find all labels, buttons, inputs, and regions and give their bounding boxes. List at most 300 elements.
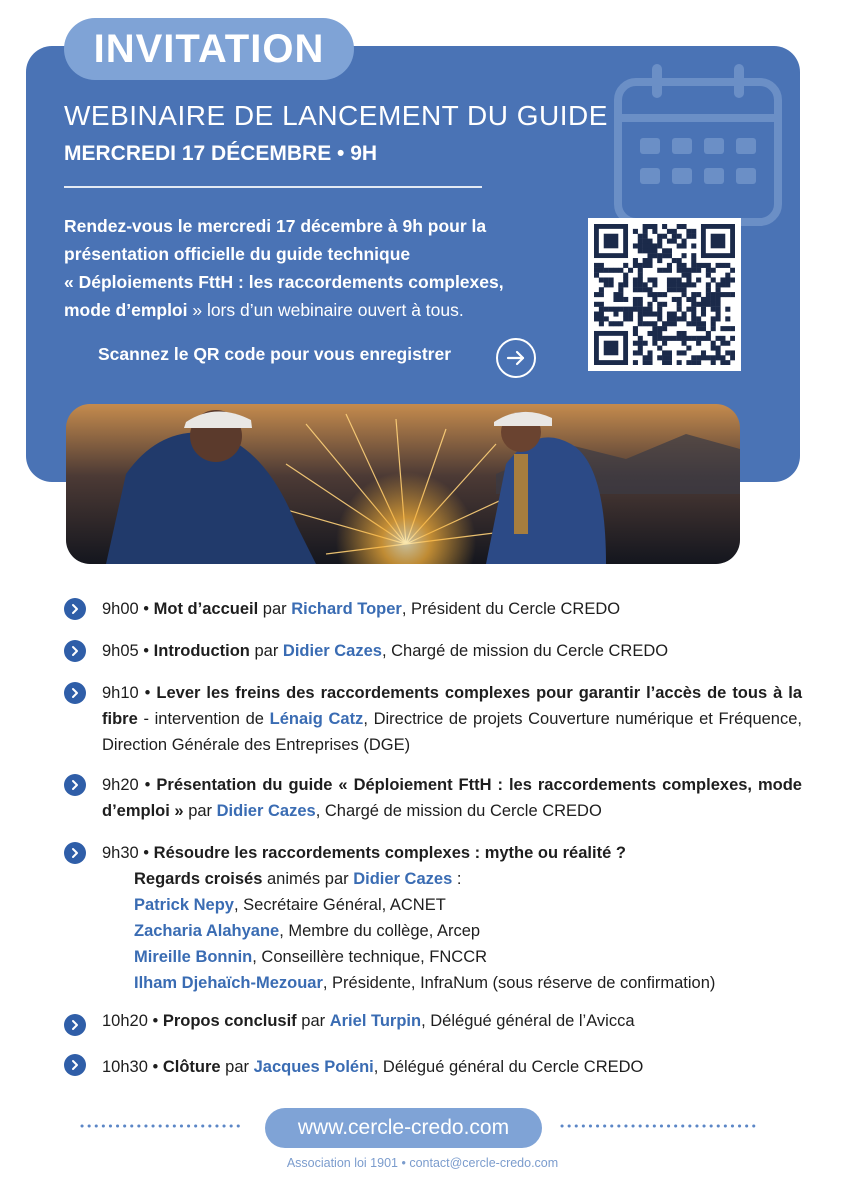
agenda-time: 9h20 •: [102, 776, 157, 794]
qr-module: [657, 268, 662, 273]
panelist-role: , Secrétaire Général, ACNET: [233, 896, 446, 914]
qr-module: [696, 316, 701, 321]
qr-module: [667, 268, 672, 273]
qr-module: [604, 316, 609, 321]
qr-module: [633, 297, 638, 302]
qr-module: [628, 316, 633, 321]
qr-module: [706, 331, 711, 336]
panelist-role: , Présidente, InfraNum (sous réserve de confirmation): [322, 974, 716, 992]
qr-module: [643, 312, 648, 317]
qr-module: [720, 292, 725, 297]
qr-module: [701, 350, 706, 355]
qr-module: [730, 326, 735, 331]
qr-module: [706, 273, 711, 278]
qr-module: [686, 268, 691, 273]
panelist-role: , Membre du collège, Arcep: [279, 922, 481, 940]
qr-module: [711, 297, 716, 302]
qr-module: [701, 321, 706, 326]
qr-finder-pattern: [604, 341, 619, 356]
qr-module: [701, 307, 706, 312]
chevron-right-icon: [64, 640, 86, 662]
qr-module: [618, 292, 623, 297]
qr-module: [711, 321, 716, 326]
qr-module: [657, 292, 662, 297]
qr-module: [662, 253, 667, 258]
qr-module: [672, 312, 677, 317]
qr-module: [599, 316, 604, 321]
qr-module: [667, 321, 672, 326]
qr-module: [609, 277, 614, 282]
qr-module: [725, 273, 730, 278]
qr-module: [677, 282, 682, 287]
qr-module: [657, 307, 662, 312]
qr-module: [725, 277, 730, 282]
qr-module: [667, 253, 672, 258]
qr-module: [691, 316, 696, 321]
qr-module: [667, 312, 672, 317]
qr-module: [652, 297, 657, 302]
qr-module: [716, 355, 721, 360]
qr-module: [711, 360, 716, 365]
qr-module: [725, 292, 730, 297]
qr-module: [652, 331, 657, 336]
chevron-right-icon: [64, 842, 86, 864]
speaker-role: , Président du Cercle CREDO: [401, 600, 621, 618]
qr-module: [657, 326, 662, 331]
qr-module: [682, 287, 687, 292]
qr-module: [623, 282, 628, 287]
qr-module: [604, 277, 609, 282]
qr-module: [716, 350, 721, 355]
qr-module: [667, 287, 672, 292]
qr-module: [652, 253, 657, 258]
qr-module: [638, 341, 643, 346]
agenda-time: 9h30 •: [102, 844, 154, 862]
qr-module: [613, 268, 618, 273]
qr-module: [613, 312, 618, 317]
speaker-role: , Chargé de mission du Cercle CREDO: [381, 642, 669, 660]
qr-module: [633, 360, 638, 365]
chevron-right-icon: [64, 1014, 86, 1036]
qr-module: [594, 316, 599, 321]
qr-module: [643, 248, 648, 253]
chevron-right-icon: [64, 598, 86, 620]
qr-module: [652, 321, 657, 326]
qr-module: [662, 326, 667, 331]
qr-module: [701, 326, 706, 331]
qr-module: [682, 316, 687, 321]
qr-module: [662, 350, 667, 355]
speaker-role: , Délégué général de l’Avicca: [421, 1012, 635, 1030]
qr-module: [677, 234, 682, 239]
qr-module: [657, 336, 662, 341]
qr-module: [594, 268, 599, 273]
qr-module: [633, 326, 638, 331]
qr-module: [613, 321, 618, 326]
qr-module: [638, 239, 643, 244]
qr-module: [667, 360, 672, 365]
qr-module: [716, 297, 721, 302]
qr-module: [609, 321, 614, 326]
qr-module: [696, 263, 701, 268]
webinar-title: WEBINAIRE DE LANCEMENT DU GUIDE: [64, 100, 608, 131]
qr-module: [647, 355, 652, 360]
qr-module: [657, 355, 662, 360]
qr-module: [711, 316, 716, 321]
qr-module: [638, 287, 643, 292]
qr-module: [686, 273, 691, 278]
qr-module: [599, 302, 604, 307]
qr-module: [691, 229, 696, 234]
agenda-connector: par: [258, 600, 292, 618]
qr-module: [623, 263, 628, 268]
qr-module: [638, 302, 643, 307]
qr-module: [662, 336, 667, 341]
qr-module: [657, 302, 662, 307]
qr-module: [686, 346, 691, 351]
arrow-right-icon: [505, 347, 527, 369]
intro-line: présentation officielle du guide technique: [64, 244, 411, 264]
qr-module: [696, 326, 701, 331]
qr-module: [677, 331, 682, 336]
qr-module: [720, 277, 725, 282]
agenda-title: Résoudre les raccordements complexes : mythe ou réalité ?: [153, 844, 626, 862]
qr-module: [657, 234, 662, 239]
panelist-name: Ilham Djehaïch-Mezouar: [134, 974, 323, 992]
qr-module: [730, 350, 735, 355]
qr-module: [667, 263, 672, 268]
qr-module: [633, 243, 638, 248]
qr-module: [604, 282, 609, 287]
qr-module: [647, 302, 652, 307]
qr-module: [691, 360, 696, 365]
qr-module: [711, 302, 716, 307]
qr-module: [647, 292, 652, 297]
qr-module: [672, 282, 677, 287]
scan-instruction: Scannez le QR code pour vous enregistrer: [98, 344, 452, 364]
qr-module: [730, 336, 735, 341]
qr-module: [638, 248, 643, 253]
qr-module: [652, 243, 657, 248]
qr-module: [716, 292, 721, 297]
qr-module: [667, 316, 672, 321]
qr-module: [638, 346, 643, 351]
qr-module: [647, 287, 652, 292]
qr-module: [696, 277, 701, 282]
qr-module: [691, 263, 696, 268]
qr-module: [711, 277, 716, 282]
qr-module: [691, 297, 696, 302]
qr-module: [633, 302, 638, 307]
speaker-name: Richard Toper: [291, 600, 402, 618]
qr-module: [706, 355, 711, 360]
qr-module: [677, 263, 682, 268]
qr-module: [609, 282, 614, 287]
qr-module: [594, 273, 599, 278]
qr-module: [618, 297, 623, 302]
qr-module: [691, 355, 696, 360]
agenda-title: Mot d’accueil: [153, 600, 259, 618]
qr-module: [652, 292, 657, 297]
qr-module: [599, 268, 604, 273]
agenda-connector: par: [183, 802, 217, 820]
panelist: [134, 918, 802, 944]
qr-module: [633, 287, 638, 292]
qr-module: [652, 336, 657, 341]
qr-module: [594, 292, 599, 297]
qr-module: [716, 302, 721, 307]
qr-module: [725, 360, 730, 365]
qr-module: [691, 282, 696, 287]
qr-module: [672, 258, 677, 263]
qr-module: [677, 243, 682, 248]
speaker-name: Didier Cazes: [282, 642, 382, 660]
qr-module: [638, 350, 643, 355]
qr-module: [701, 312, 706, 317]
qr-module: [720, 263, 725, 268]
qr-module: [643, 307, 648, 312]
qr-module: [691, 258, 696, 263]
qr-module: [725, 341, 730, 346]
qr-module: [720, 282, 725, 287]
qr-module: [682, 224, 687, 229]
qr-module: [686, 234, 691, 239]
qr-module: [730, 355, 735, 360]
qr-code-image: [594, 224, 735, 365]
qr-module: [716, 316, 721, 321]
agenda-time: 9h10 •: [102, 684, 157, 702]
roundtable-label: Regards croisés: [134, 870, 263, 888]
qr-module: [657, 258, 662, 263]
website-link[interactable]: www.cercle-credo.com: [265, 1108, 542, 1148]
qr-module: [662, 355, 667, 360]
panelist: [134, 944, 802, 970]
qr-module: [662, 268, 667, 273]
qr-code[interactable]: [588, 218, 741, 371]
qr-module: [677, 302, 682, 307]
qr-module: [638, 263, 643, 268]
calendar-icon: [608, 60, 788, 230]
qr-module: [706, 292, 711, 297]
qr-module: [623, 273, 628, 278]
qr-module: [696, 355, 701, 360]
qr-module: [725, 326, 730, 331]
qr-module: [618, 282, 623, 287]
qr-module: [682, 312, 687, 317]
chevron-right-icon: [64, 774, 86, 796]
qr-module: [720, 336, 725, 341]
qr-module: [638, 307, 643, 312]
qr-module: [647, 312, 652, 317]
qr-module: [720, 360, 725, 365]
qr-module: [623, 312, 628, 317]
qr-module: [599, 292, 604, 297]
qr-module: [599, 263, 604, 268]
qr-module: [672, 277, 677, 282]
qr-module: [677, 268, 682, 273]
qr-module: [672, 287, 677, 292]
panelist-name: Patrick Nepy: [134, 896, 234, 914]
panelist: [134, 970, 802, 996]
qr-module: [599, 287, 604, 292]
qr-module: [599, 307, 604, 312]
agenda-connector: par: [296, 1012, 330, 1030]
chevron-right-icon: [64, 1054, 86, 1076]
qr-module: [638, 321, 643, 326]
qr-module: [696, 321, 701, 326]
qr-module: [725, 263, 730, 268]
qr-module: [618, 268, 623, 273]
qr-module: [662, 302, 667, 307]
speaker-role: , Chargé de mission du Cercle CREDO: [315, 802, 602, 820]
footer-contact: Association loi 1901 • contact@cercle-credo.com: [286, 1156, 559, 1170]
qr-module: [657, 331, 662, 336]
speaker-role: , Directrice de projets Couverture numérique et Fréquence, Direction Générale des Entreprises (DGE): [102, 710, 802, 754]
qr-module: [691, 234, 696, 239]
qr-module: [691, 321, 696, 326]
qr-module: [652, 229, 657, 234]
qr-module: [633, 229, 638, 234]
dotted-divider-right: [560, 1124, 760, 1128]
intro-line: « Déploiements FttH : les raccordements complexes,: [64, 272, 504, 292]
qr-module: [711, 268, 716, 273]
qr-module: [720, 326, 725, 331]
qr-module: [682, 243, 687, 248]
qr-module: [696, 302, 701, 307]
moderator-name: Didier Cazes: [353, 870, 453, 888]
qr-module: [691, 253, 696, 258]
qr-module: [623, 297, 628, 302]
qr-module: [633, 277, 638, 282]
qr-module: [643, 282, 648, 287]
agenda-time: 10h30 •: [102, 1058, 163, 1076]
qr-module: [623, 307, 628, 312]
qr-module: [618, 321, 623, 326]
qr-module: [682, 282, 687, 287]
qr-module: [706, 297, 711, 302]
qr-module: [633, 307, 638, 312]
qr-module: [618, 307, 623, 312]
invitation-badge: INVITATION: [64, 18, 354, 80]
qr-module: [682, 253, 687, 258]
panelist-role: , Conseillère technique, FNCCR: [252, 948, 488, 966]
agenda-title: Lever les freins des raccordements complexes pour garantir l’accès de tous à la fibre: [102, 684, 802, 728]
qr-module: [686, 282, 691, 287]
qr-module: [696, 360, 701, 365]
intro-line: » lors d’un webinaire ouvert à tous.: [187, 300, 464, 320]
qr-module: [599, 312, 604, 317]
qr-module: [677, 297, 682, 302]
dotted-divider-left: [80, 1124, 245, 1128]
qr-module: [599, 277, 604, 282]
qr-module: [686, 297, 691, 302]
qr-module: [647, 263, 652, 268]
qr-module: [594, 263, 599, 268]
qr-module: [594, 302, 599, 307]
agenda-connector: par: [249, 642, 283, 660]
qr-module: [677, 360, 682, 365]
qr-module: [647, 239, 652, 244]
qr-module: [682, 273, 687, 278]
qr-module: [725, 350, 730, 355]
qr-module: [725, 282, 730, 287]
qr-module: [686, 229, 691, 234]
qr-module: [657, 239, 662, 244]
qr-module: [682, 336, 687, 341]
speaker-name: Jacques Poléni: [253, 1058, 374, 1076]
qr-module: [730, 277, 735, 282]
qr-module: [643, 258, 648, 263]
qr-module: [652, 248, 657, 253]
qr-module: [716, 336, 721, 341]
qr-module: [667, 229, 672, 234]
roundtable-panel: [134, 866, 802, 996]
agenda-title: Clôture: [162, 1058, 221, 1076]
qr-module: [711, 346, 716, 351]
qr-module: [643, 239, 648, 244]
qr-module: [628, 312, 633, 317]
panelist: [134, 892, 802, 918]
register-arrow-button[interactable]: [496, 338, 536, 378]
qr-module: [720, 341, 725, 346]
qr-module: [657, 312, 662, 317]
qr-module: [657, 253, 662, 258]
qr-module: [716, 312, 721, 317]
qr-module: [691, 307, 696, 312]
event-date: MERCREDI 17 DÉCEMBRE • 9H: [64, 142, 378, 165]
agenda-title: Propos conclusif: [162, 1012, 297, 1030]
agenda-connector: par: [220, 1058, 254, 1076]
qr-module: [662, 341, 667, 346]
agenda-title: Introduction: [153, 642, 250, 660]
qr-module: [711, 292, 716, 297]
qr-module: [696, 336, 701, 341]
qr-module: [686, 277, 691, 282]
header-divider: [64, 186, 482, 188]
qr-module: [701, 263, 706, 268]
qr-module: [643, 360, 648, 365]
qr-module: [677, 350, 682, 355]
qr-module: [643, 355, 648, 360]
qr-module: [647, 350, 652, 355]
qr-module: [711, 355, 716, 360]
qr-module: [672, 336, 677, 341]
qr-module: [716, 287, 721, 292]
qr-module: [643, 224, 648, 229]
qr-module: [677, 287, 682, 292]
qr-module: [643, 287, 648, 292]
qr-module: [647, 321, 652, 326]
qr-module: [652, 312, 657, 317]
qr-module: [706, 302, 711, 307]
qr-module: [716, 307, 721, 312]
qr-module: [706, 263, 711, 268]
qr-module: [696, 268, 701, 273]
qr-module: [682, 263, 687, 268]
roundtable-connector: animés par: [262, 870, 354, 888]
qr-finder-pattern: [711, 234, 726, 249]
qr-module: [633, 258, 638, 263]
qr-module: [672, 234, 677, 239]
qr-module: [716, 282, 721, 287]
qr-module: [730, 268, 735, 273]
qr-module: [682, 239, 687, 244]
agenda-time: 9h00 •: [102, 600, 154, 618]
qr-module: [725, 316, 730, 321]
qr-module: [657, 316, 662, 321]
qr-module: [662, 234, 667, 239]
qr-module: [706, 336, 711, 341]
